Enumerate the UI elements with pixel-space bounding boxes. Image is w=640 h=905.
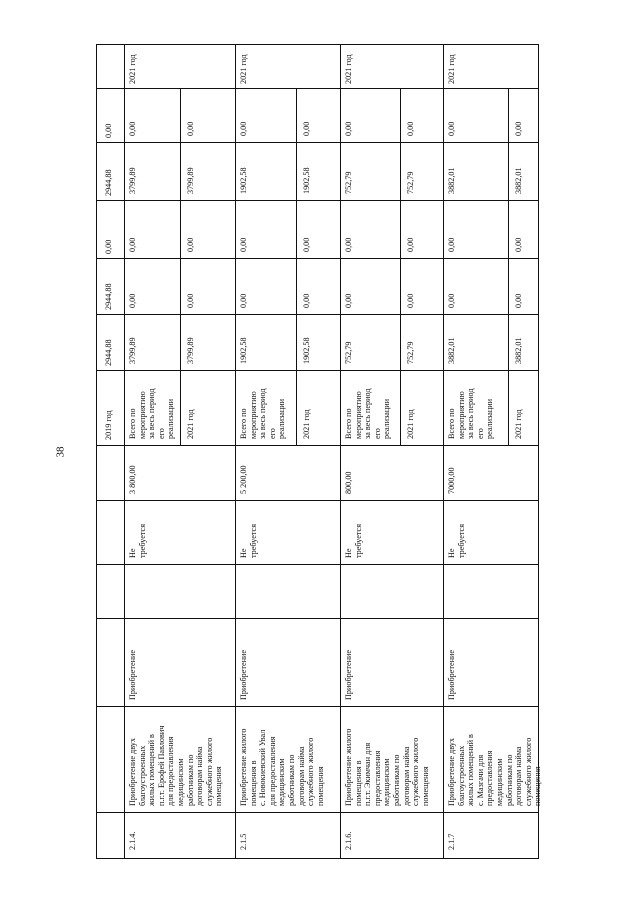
row-cost: 800,00 xyxy=(344,471,353,494)
row-period-year: 2021 год xyxy=(186,409,195,439)
row-b: 0,00 xyxy=(128,237,137,252)
table-line xyxy=(96,706,539,707)
row-b-year: 0,00 xyxy=(514,237,523,252)
row-total-year: 3799,89 xyxy=(186,337,195,364)
row-c: 3799,89 xyxy=(128,167,137,194)
table-line xyxy=(96,88,539,89)
row-need: Не требуется xyxy=(128,524,147,558)
header-v3: 0,00 xyxy=(104,239,113,254)
row-total: 3882,01 xyxy=(447,337,456,364)
row-period-total: Всего по мероприятию за весь период его реализации xyxy=(239,388,287,439)
row-cost: 3 800,00 xyxy=(128,465,137,494)
table-line xyxy=(443,44,444,859)
row-cost: 7000,00 xyxy=(447,467,456,494)
row-name: Приобретение жилого помещения в п.г.т. Экимчан для предоставления медицинским работникам по договорам найма служебного жилого помещения xyxy=(344,728,430,806)
table-line xyxy=(96,564,539,565)
row-c: 1902,58 xyxy=(239,167,248,194)
row-d: 0,00 xyxy=(447,121,456,136)
row-b: 0,00 xyxy=(239,237,248,252)
page-number: 38 xyxy=(54,446,67,458)
row-num: 2.1.6. xyxy=(344,831,353,850)
row-a-year: 0,00 xyxy=(406,293,415,308)
row-name: Приобретение двух благоустроенных жилых помещений в с. Мазгачи для предоставления медицинским работникам по договорам найма служебного жилого помещения xyxy=(447,734,543,806)
row-name: Приобретение двух благоустроенных жилых помещений в п.г.т. Ерофей Павлович для предоставления медицинским работникам по договорам найма служебного жилого помещения xyxy=(128,725,224,806)
table-line xyxy=(96,44,539,45)
row-d: 0,00 xyxy=(128,121,137,136)
row-cost: 5 200,00 xyxy=(239,465,248,494)
row-num: 2.1.5 xyxy=(239,833,248,850)
row-c: 752,79 xyxy=(344,171,353,194)
row-a-year: 0,00 xyxy=(186,293,195,308)
row-period-year: 2021 год xyxy=(514,409,523,439)
row-type: Приобретение xyxy=(239,650,248,700)
row-d: 0,00 xyxy=(239,121,248,136)
row-a-year: 0,00 xyxy=(302,293,311,308)
row-period-year: 2021 год xyxy=(302,409,311,439)
row-d-year: 0,00 xyxy=(186,121,195,136)
row-num: 2.1.4. xyxy=(128,831,137,850)
table-line xyxy=(96,445,539,446)
row-a: 0,00 xyxy=(447,293,456,308)
row-a-year: 0,00 xyxy=(514,293,523,308)
row-num: 2.1.7 xyxy=(447,833,456,850)
row-name: Приобретение жилого помещения в с. Новокиевский Увал для предоставления медицинским работникам по договорам найма служебного жилого помещения xyxy=(239,728,325,806)
header-v2: 2944,88 xyxy=(104,283,113,310)
row-period-total: Всего по мероприятию за весь период его реализации xyxy=(447,388,495,439)
row-a: 0,00 xyxy=(344,293,353,308)
row-total: 3799,89 xyxy=(128,337,137,364)
row-period-total: Всего по мероприятию за весь период его реализации xyxy=(128,388,176,439)
row-total: 752,79 xyxy=(344,341,353,364)
table-line xyxy=(96,618,539,619)
header-v4: 2944,88 xyxy=(104,169,113,196)
row-need: Не требуется xyxy=(447,524,466,558)
table-line xyxy=(96,858,539,859)
row-year: 2021 год xyxy=(447,54,456,84)
row-a: 0,00 xyxy=(239,293,248,308)
row-d-year: 0,00 xyxy=(406,121,415,136)
table-line xyxy=(400,88,401,445)
row-need: Не требуется xyxy=(239,524,258,558)
row-type: Приобретение xyxy=(128,650,137,700)
header-v5: 0,00 xyxy=(104,123,113,138)
row-b-year: 0,00 xyxy=(302,237,311,252)
table-line xyxy=(96,44,97,859)
header-year: 2019 год xyxy=(104,410,113,440)
row-type: Приобретение xyxy=(447,650,456,700)
row-c-year: 752,79 xyxy=(406,171,415,194)
row-d-year: 0,00 xyxy=(302,121,311,136)
row-b-year: 0,00 xyxy=(186,237,195,252)
table-line xyxy=(96,370,539,371)
row-c-year: 3799,89 xyxy=(186,167,195,194)
row-year: 2021 год xyxy=(344,54,353,84)
table-line xyxy=(96,200,539,201)
row-d: 0,00 xyxy=(344,121,353,136)
row-total-year: 3882,01 xyxy=(514,337,523,364)
table-line xyxy=(124,44,125,859)
row-year: 2021 год xyxy=(239,54,248,84)
row-period-total: Всего по мероприятию за весь период его реализации xyxy=(344,388,392,439)
table-line xyxy=(180,88,181,445)
table-line xyxy=(96,812,539,813)
row-need: Не требуется xyxy=(344,524,363,558)
table-line xyxy=(235,44,236,859)
table-line xyxy=(340,44,341,859)
table-line xyxy=(96,500,539,501)
row-a: 0,00 xyxy=(128,293,137,308)
row-period-year: 2021 год xyxy=(406,409,415,439)
row-total: 1902,58 xyxy=(239,337,248,364)
row-b: 0,00 xyxy=(344,237,353,252)
table-line xyxy=(96,142,539,143)
row-c-year: 3882,01 xyxy=(514,167,523,194)
table-line xyxy=(96,258,539,259)
row-d-year: 0,00 xyxy=(514,121,523,136)
row-total-year: 1902,58 xyxy=(302,337,311,364)
header-v1: 2944,88 xyxy=(104,339,113,366)
table-line xyxy=(296,88,297,445)
row-b-year: 0,00 xyxy=(406,237,415,252)
table-line xyxy=(508,88,509,445)
row-c: 3882,01 xyxy=(447,167,456,194)
row-year: 2021 год xyxy=(128,54,137,84)
row-total-year: 752,79 xyxy=(406,341,415,364)
row-b: 0,00 xyxy=(447,237,456,252)
table-line xyxy=(96,314,539,315)
row-c-year: 1902,58 xyxy=(302,167,311,194)
row-type: Приобретение xyxy=(344,650,353,700)
